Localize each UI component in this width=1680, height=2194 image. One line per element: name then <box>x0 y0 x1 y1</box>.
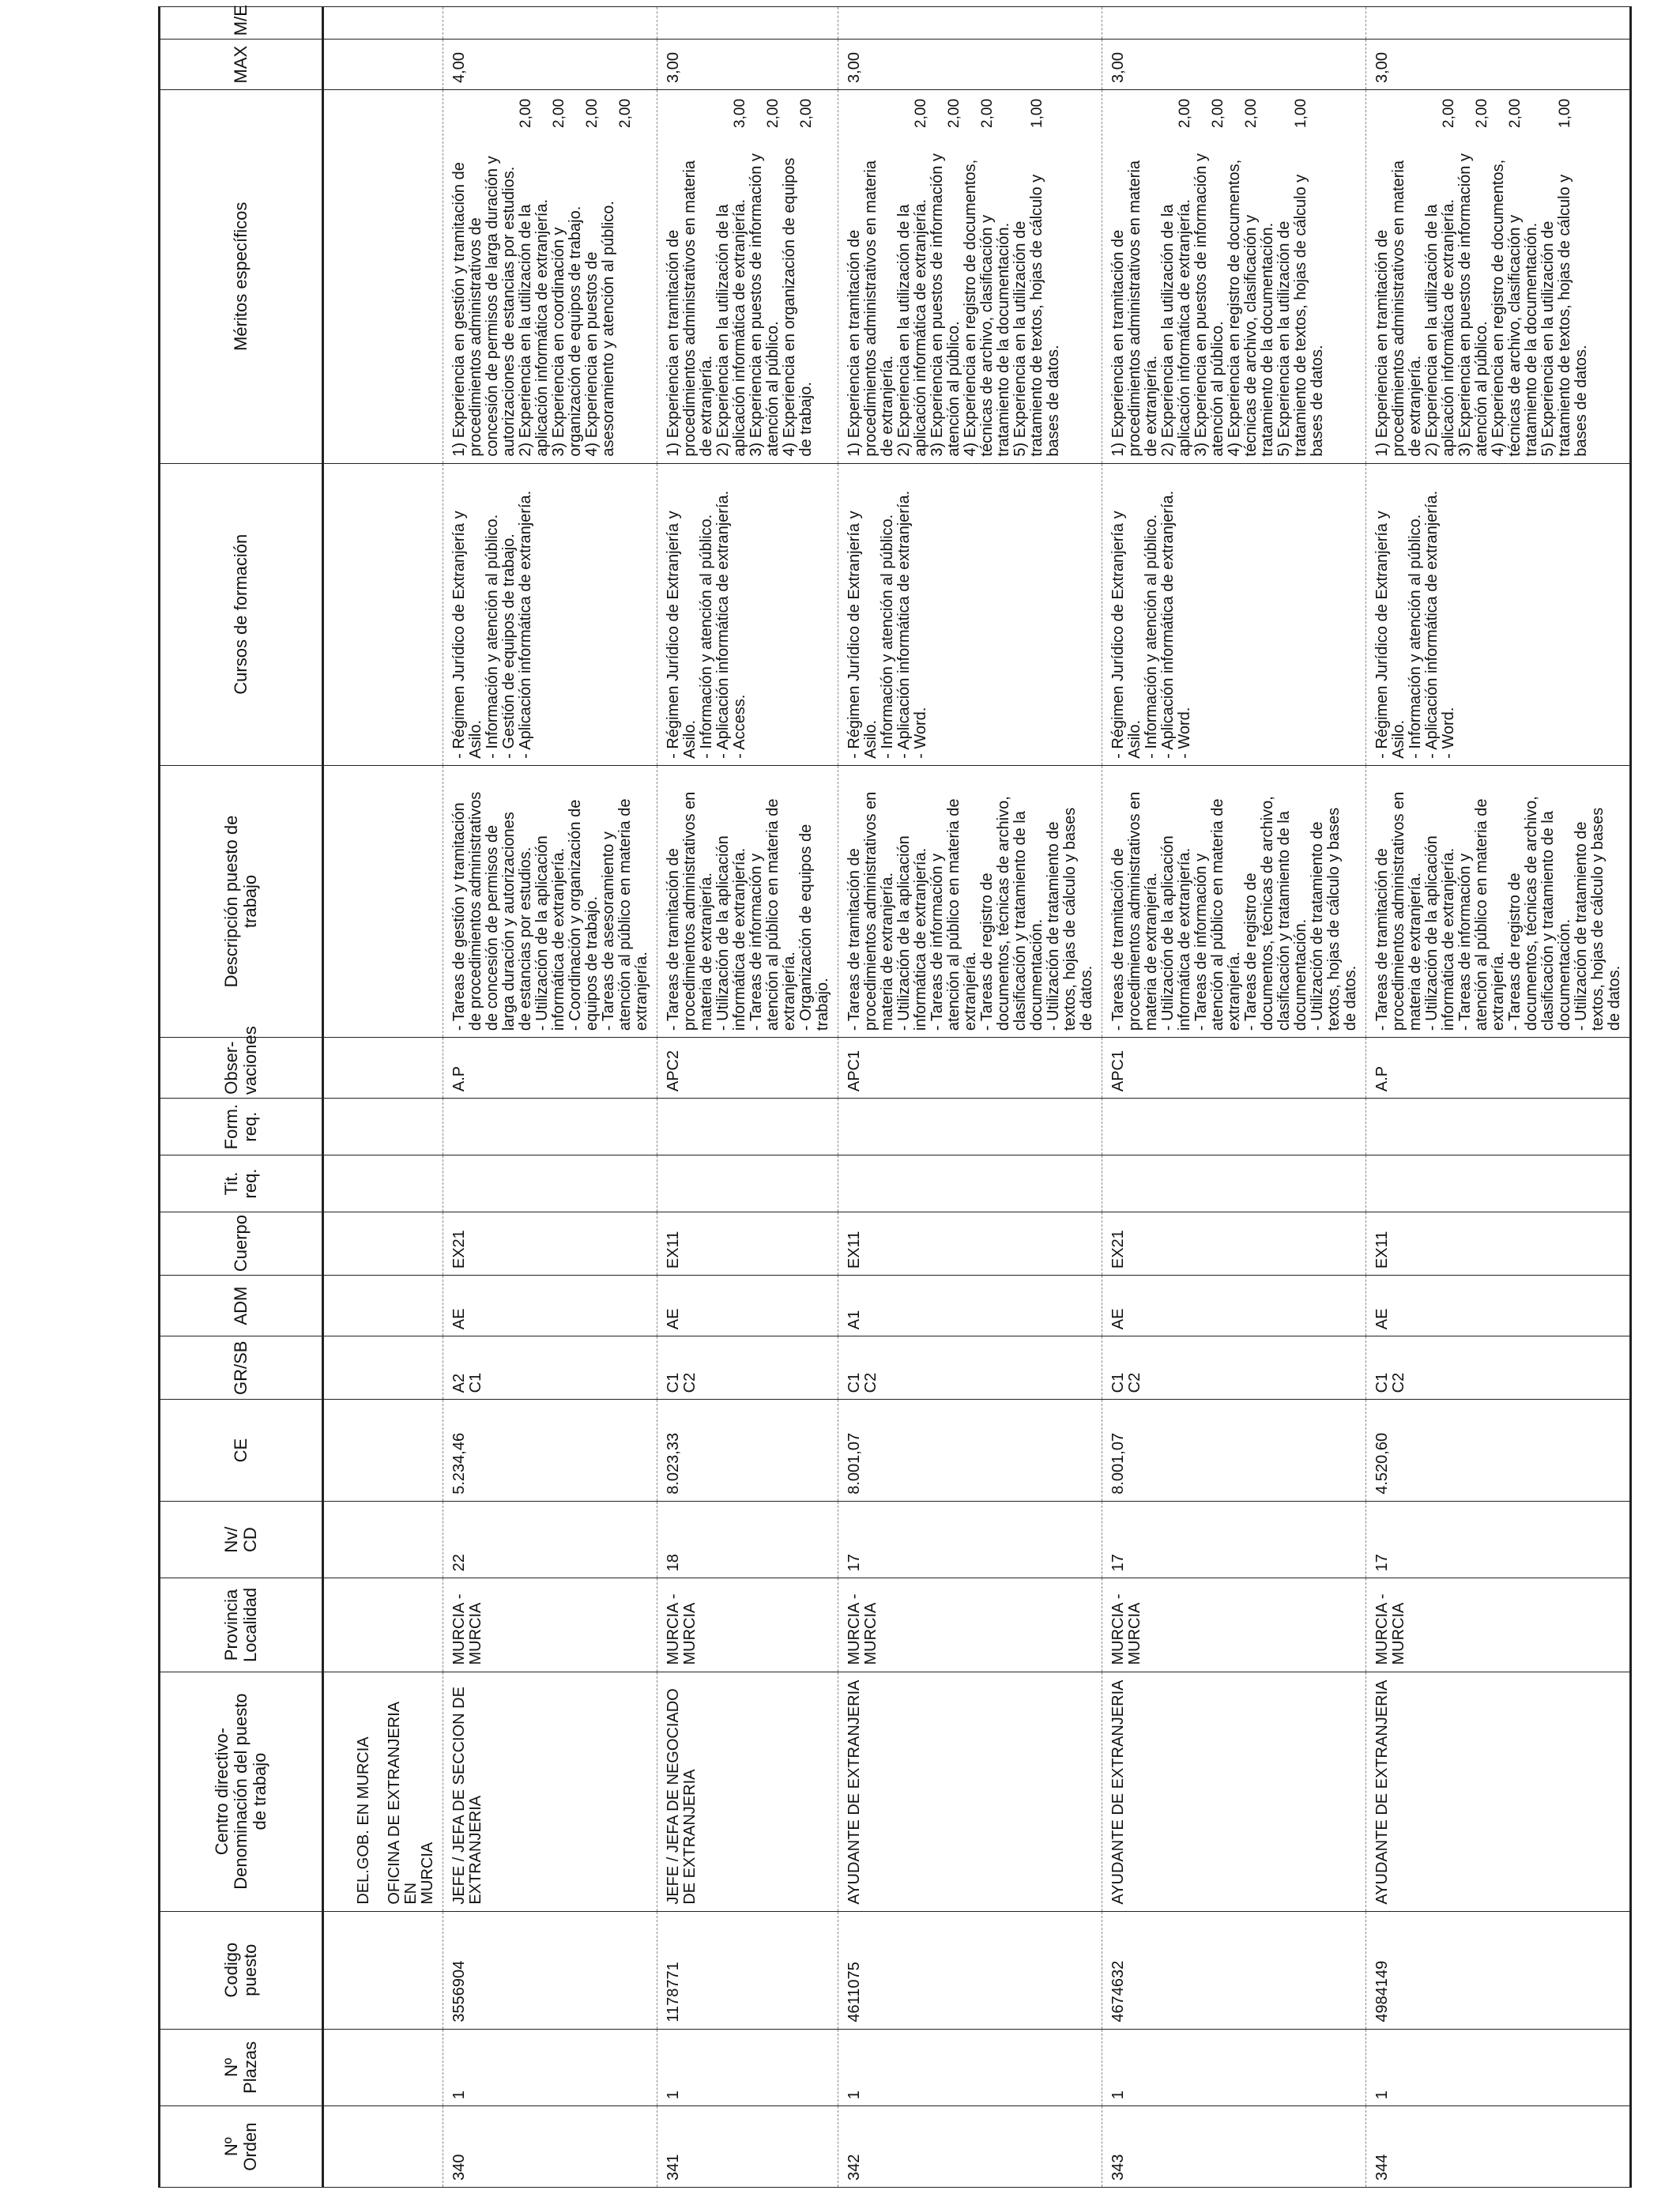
ce-cell: 8.023,33 <box>657 1400 838 1501</box>
me-cell <box>443 7 657 40</box>
header-cuerpo: Cuerpo <box>160 1212 323 1275</box>
nivel-cell: 22 <box>443 1501 657 1578</box>
formacion-cell <box>838 1099 1102 1155</box>
me-cell <box>838 7 1102 40</box>
header-orden: Nº Orden <box>160 2106 323 2188</box>
table-header-row <box>160 7 323 2188</box>
meritos-points: 2,00 2,00 2,00 2,00 <box>518 98 634 128</box>
observaciones-cell: A.P <box>1366 1038 1631 1099</box>
descripcion-cell: - Tareas de tramitación de procedimientos administrativos en materia de extranjería. - Utilización de la aplicación informática de extranjería. - Tareas de información y atención al público en materia de extranjería. - Tareas de registro de documentos, técnicas de archivo, clasificación y tratamiento de la documentación. - Utilización de tratamiento de textos, hojas de cálculo y bases de datos. <box>838 765 1102 1037</box>
meritos-cell <box>443 89 657 463</box>
descripcion-cell: - Tareas de tramitación de procedimientos administrativos en materia de extranjería. - Utilización de la aplicación informática de extranjería. - Tareas de información y atención al público en materia de extranjería. - Organización de equipos de trabajo. <box>657 765 838 1037</box>
titulacion-cell <box>443 1155 657 1212</box>
meritos-points: 2,00 2,00 2,00 1,00 <box>1177 98 1309 128</box>
max-cell: 3,00 <box>1102 40 1366 90</box>
max-cell: 4,00 <box>443 40 657 90</box>
nivel-cell: 17 <box>838 1501 1102 1578</box>
meritos-cell <box>657 89 838 463</box>
formacion-cell <box>1102 1099 1366 1155</box>
cursos-cell: - Régimen Jurídico de Extranjería y Asilo. - Información y atención al público. - Aplicación informática de extranjería. - Word. <box>1102 463 1366 765</box>
cuerpo-cell: EX11 <box>657 1212 838 1275</box>
max-cell: 3,00 <box>1366 40 1631 90</box>
header-provincia: Provincia Localidad <box>160 1578 323 1672</box>
observaciones-cell: A.P <box>443 1038 657 1099</box>
header-plazas: Nº Plazas <box>160 2029 323 2106</box>
header-cursos: Cursos de formación <box>160 463 323 765</box>
max-cell: 3,00 <box>657 40 838 90</box>
cursos-cell: - Régimen Jurídico de Extranjería y Asilo. - Información y atención al público. - Aplicación informática de extranjería. - Word. <box>838 463 1102 765</box>
job-row <box>1102 7 1366 2188</box>
job-row <box>838 7 1102 2188</box>
rotated-job-table-page <box>158 6 1680 2188</box>
formacion-cell <box>1366 1099 1631 1155</box>
job-row <box>657 7 838 2188</box>
meritos-text: 1) Experiencia en tramitación de procedimientos administrativos en materia de extranjería. 2) Experiencia en la utilización de la aplicación informática de extranjería. 3) Experiencia en puestos de información y atención al público. 4) Experiencia en registro de documentos, técnicas de archivo, clasificación y tratamiento de la documentación. 5) Experiencia en la utilización de tratamiento de textos, hojas de cálculo y bases de datos. <box>1109 153 1326 457</box>
codigo-cell: 4984149 <box>1366 1911 1631 2029</box>
meritos-text: 1) Experiencia en gestión y tramitación de procedimientos administrativos de concesión de permisos de larga duración y autorizaciones de estancias por estudios. 2) Experiencia en la utilización de la aplicación informática de extranjería. 3) Experiencia en coordinación y organización de equipos de trabajo. 4) Experiencia en puestos de asesoramiento y atención al público. <box>450 156 617 457</box>
cursos-cell: - Régimen Jurídico de Extranjería y Asilo. - Información y atención al público. - Aplicación informática de extranjería. - Word. <box>1366 463 1631 765</box>
meritos-cell <box>838 89 1102 463</box>
titulacion-cell <box>657 1155 838 1212</box>
descripcion-cell: - Tareas de tramitación de procedimientos administrativos en materia de extranjería. - Utilización de la aplicación informática de extranjería. - Tareas de información y atención al público en materia de extranjería. - Tareas de registro de documentos, técnicas de archivo, clasificación y tratamiento de la documentación. - Utilización de tratamiento de textos, hojas de cálculo y bases de datos. <box>1102 765 1366 1037</box>
meritos-points: 3,00 2,00 2,00 <box>732 98 815 128</box>
job-row <box>1366 7 1631 2188</box>
meritos-text: 1) Experiencia en tramitación de procedimientos administrativos en materia de extranjería. 2) Experiencia en la utilización de la aplicación informática de extranjería. 3) Experiencia en puestos de información y atención al público. 4) Experiencia en registro de documentos, técnicas de archivo, clasificación y tratamiento de la documentación. 5) Experiencia en la utilización de tratamiento de textos, hojas de cálculo y bases de datos. <box>1373 153 1590 457</box>
nivel-cell: 17 <box>1366 1501 1631 1578</box>
adm-cell: A1 <box>838 1276 1102 1336</box>
provincia-cell: MURCIA - MURCIA <box>1102 1578 1366 1672</box>
me-cell <box>1102 7 1366 40</box>
titulacion-cell <box>1102 1155 1366 1212</box>
codigo-cell: 4611075 <box>838 1911 1102 2029</box>
orden-cell: 344 <box>1366 2106 1631 2188</box>
codigo-cell: 4674632 <box>1102 1911 1366 2029</box>
header-titulacion: Tit. req. <box>160 1155 323 1212</box>
cuerpo-cell: EX11 <box>1366 1212 1631 1275</box>
descripcion-cell: - Tareas de tramitación de procedimientos administrativos en materia de extranjería. - Utilización de la aplicación informática de extranjería. - Tareas de información y atención al público en materia de extranjería. - Tareas de registro de documentos, técnicas de archivo, clasificación y tratamiento de la documentación. - Utilización de tratamiento de textos, hojas de cálculo y bases de datos. <box>1366 765 1631 1037</box>
orden-cell: 340 <box>443 2106 657 2188</box>
me-cell <box>657 7 838 40</box>
cursos-cell: - Régimen Jurídico de Extranjería y Asilo. - Información y atención al público. - Aplicación informática de extranjería. - Access. <box>657 463 838 765</box>
header-grupo: GR/SB <box>160 1336 323 1400</box>
meritos-points: 2,00 2,00 2,00 1,00 <box>1441 98 1573 128</box>
delegacion-label: DEL.GOB. EN MURCIA <box>355 1736 372 1905</box>
header-meritos: Méritos específicos <box>160 89 323 463</box>
header-me: M/E <box>160 7 323 40</box>
job-row <box>443 7 657 2188</box>
header-descripcion: Descripción puesto de trabajo <box>160 765 323 1037</box>
plazas-cell: 1 <box>1102 2029 1366 2106</box>
grupo-cell: C1 C2 <box>838 1336 1102 1400</box>
adm-cell: AE <box>1102 1276 1366 1336</box>
header-formacion: Form. req. <box>160 1099 323 1155</box>
grupo-cell: A2 C1 <box>443 1336 657 1400</box>
plazas-cell: 1 <box>443 2029 657 2106</box>
adm-cell: AE <box>1366 1276 1631 1336</box>
ce-cell: 8.001,07 <box>838 1400 1102 1501</box>
adm-cell: AE <box>443 1276 657 1336</box>
cuerpo-cell: EX11 <box>838 1212 1102 1275</box>
grupo-cell: C1 C2 <box>657 1336 838 1400</box>
orden-cell: 341 <box>657 2106 838 2188</box>
denominacion-cell: AYUDANTE DE EXTRANJERIA <box>1366 1672 1631 1911</box>
formacion-cell <box>443 1099 657 1155</box>
orden-cell: 342 <box>838 2106 1102 2188</box>
oficina-label: OFICINA DE EXTRANJERIA EN MURCIA <box>386 1702 436 1905</box>
cursos-cell: - Régimen Jurídico de Extranjería y Asilo. - Información y atención al público. - Gestión de equipos de trabajo. - Aplicación informática de extranjería. <box>443 463 657 765</box>
codigo-cell: 1178771 <box>657 1911 838 2029</box>
ce-cell: 5.234,46 <box>443 1400 657 1501</box>
cuerpo-cell: EX21 <box>1102 1212 1366 1275</box>
provincia-cell: MURCIA - MURCIA <box>443 1578 657 1672</box>
titulacion-cell <box>838 1155 1102 1212</box>
observaciones-cell: APC1 <box>838 1038 1102 1099</box>
meritos-cell <box>1102 89 1366 463</box>
group-header-row <box>323 7 443 2188</box>
orden-cell: 343 <box>1102 2106 1366 2188</box>
adm-cell: AE <box>657 1276 838 1336</box>
descripcion-cell: - Tareas de gestión y tramitación de procedimientos administrativos de concesión de permisos de larga duración y autorizaciones de estancias por estudios. - Utilización de la aplicación informática de extranjería. - Coordinación y organización de equipos de trabajo. - Tareas de asesoramiento y atención al público en materia de extranjería. <box>443 765 657 1037</box>
job-positions-table <box>158 6 1632 2188</box>
nivel-cell: 18 <box>657 1501 838 1578</box>
grupo-cell: C1 C2 <box>1366 1336 1631 1400</box>
header-max: MAX <box>160 40 323 90</box>
cuerpo-cell: EX21 <box>443 1212 657 1275</box>
plazas-cell: 1 <box>838 2029 1102 2106</box>
denominacion-cell: JEFE / JEFA DE SECCION DE EXTRANJERIA <box>443 1672 657 1911</box>
provincia-cell: MURCIA - MURCIA <box>1366 1578 1631 1672</box>
observaciones-cell: APC1 <box>1102 1038 1366 1099</box>
plazas-cell: 1 <box>657 2029 838 2106</box>
denominacion-cell: AYUDANTE DE EXTRANJERIA <box>838 1672 1102 1911</box>
meritos-text: 1) Experiencia en tramitación de procedimientos administrativos en materia de extranjería. 2) Experiencia en la utilización de la aplicación informática de extranjería. 3) Experiencia en puestos de información y atención al público. 4) Experiencia en registro de documentos, técnicas de archivo, clasificación y tratamiento de la documentación. 5) Experiencia en la utilización de tratamiento de textos, hojas de cálculo y bases de datos. <box>846 153 1062 457</box>
titulacion-cell <box>1366 1155 1631 1212</box>
header-ce: CE <box>160 1400 323 1501</box>
header-adm: ADM <box>160 1276 323 1336</box>
meritos-points: 2,00 2,00 2,00 1,00 <box>913 98 1045 128</box>
nivel-cell: 17 <box>1102 1501 1366 1578</box>
meritos-cell <box>1366 89 1631 463</box>
ce-cell: 8.001,07 <box>1102 1400 1366 1501</box>
observaciones-cell: APC2 <box>657 1038 838 1099</box>
me-cell <box>1366 7 1631 40</box>
formacion-cell <box>657 1099 838 1155</box>
job-rows <box>443 7 1631 2188</box>
denominacion-cell: AYUDANTE DE EXTRANJERIA <box>1102 1672 1366 1911</box>
denominacion-cell: JEFE / JEFA DE NEGOCIADO DE EXTRANJERIA <box>657 1672 838 1911</box>
codigo-cell: 3556904 <box>443 1911 657 2029</box>
provincia-cell: MURCIA - MURCIA <box>838 1578 1102 1672</box>
meritos-text: 1) Experiencia en tramitación de procedimientos administrativos en materia de extranjería. 2) Experiencia en la utilización de la aplicación informática de extranjería. 3) Experiencia en puestos de información y atención al público. 4) Experiencia en organización de equipos de trabajo. <box>665 153 815 457</box>
header-nivel: Nv/ CD <box>160 1501 323 1578</box>
header-codigo: Codigo puesto <box>160 1911 323 2029</box>
group-header-cell <box>323 1672 443 1911</box>
ce-cell: 4.520,60 <box>1366 1400 1631 1501</box>
grupo-cell: C1 C2 <box>1102 1336 1366 1400</box>
provincia-cell: MURCIA - MURCIA <box>657 1578 838 1672</box>
header-centro: Centro directivo- Denominación del puesto de trabajo <box>160 1672 323 1911</box>
plazas-cell: 1 <box>1366 2029 1631 2106</box>
header-observaciones: Obser- vaciones <box>160 1038 323 1099</box>
max-cell: 3,00 <box>838 40 1102 90</box>
